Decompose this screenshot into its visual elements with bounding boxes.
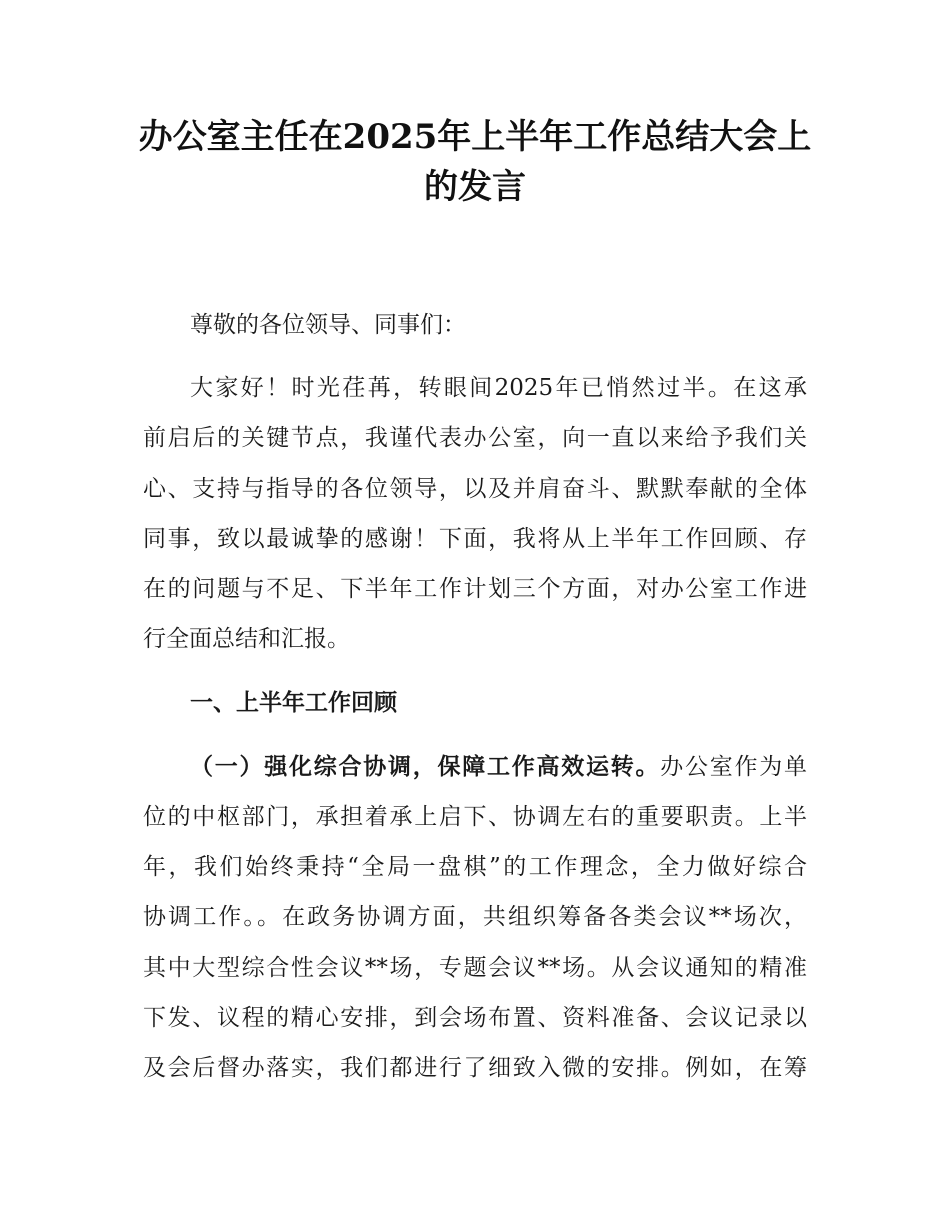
document-title <box>130 112 820 212</box>
body-line: 其中大型综合性会议**场，专题会议**场。从会议通知的精准 <box>143 955 807 981</box>
intro-line: 前启后的关键节点，我谨代表办公室，向一直以来给予我们关 <box>143 425 807 451</box>
body-line: 位的中枢部门，承担着承上启下、协调左右的重要职责。上半 <box>143 804 807 830</box>
body-line: 年，我们始终秉持“全局一盘棋”的工作理念，全力做好综合 <box>143 854 807 880</box>
title-line-1: 办公室主任在2025年上半年工作总结大会上 <box>138 117 812 157</box>
body-line: 及会后督办落实，我们都进行了细致入微的安排。例如，在筹 <box>143 1055 807 1081</box>
subsection-heading: （一）强化综合协调，保障工作高效运转。 <box>190 754 661 780</box>
intro-line: 心、支持与指导的各位领导，以及并肩奋斗、默默奉献的全体 <box>143 476 807 502</box>
subsection-first-line <box>190 752 807 782</box>
title-line-2: 的发言 <box>424 167 526 207</box>
salutation: 尊敬的各位领导、同事们： <box>190 312 466 338</box>
intro-line: 同事，致以最诚挚的感谢！下面，我将从上半年工作回顾、存 <box>143 526 807 552</box>
subsection-first-line-rest: 办公室作为单 <box>660 754 807 780</box>
intro-line: 行全面总结和汇报。 <box>143 626 350 652</box>
section-heading: 一、上半年工作回顾 <box>190 690 397 716</box>
body-line: 下发、议程的精心安排，到会场布置、资料准备、会议记录以 <box>143 1005 807 1031</box>
intro-line: 在的问题与不足、下半年工作计划三个方面，对办公室工作进 <box>143 576 807 602</box>
body-line: 协调工作。。在政务协调方面，共组织筹备各类会议**场次， <box>143 904 807 930</box>
intro-line: 大家好！时光荏苒，转眼间2025年已悄然过半。在这承 <box>190 375 807 401</box>
